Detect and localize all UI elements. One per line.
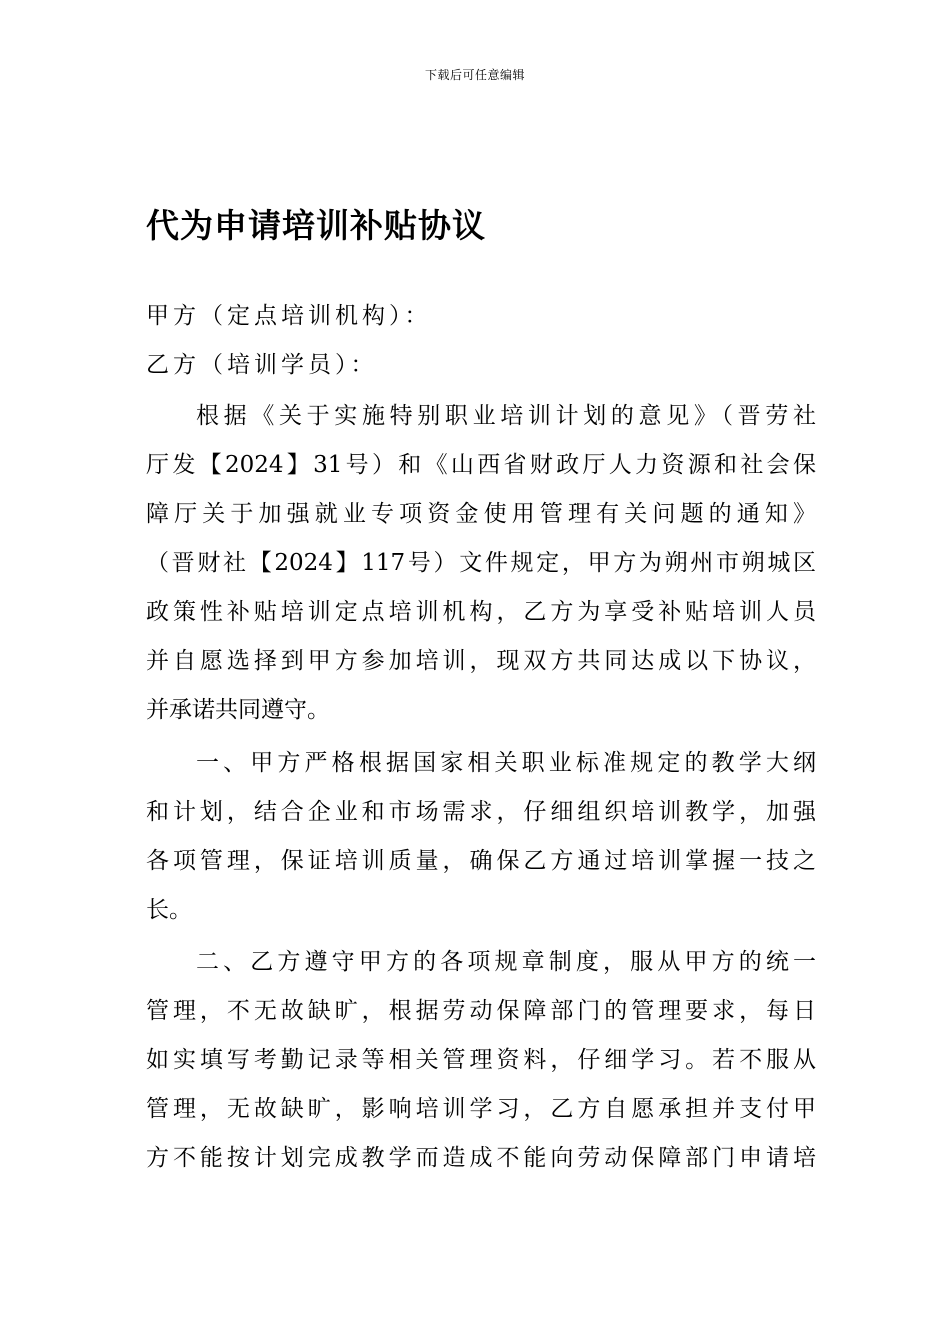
paragraph-line: 和计划，结合企业和市场需求，仔细组织培训教学，加强: [146, 799, 816, 825]
paragraph-line: 障厅关于加强就业专项资金使用管理有关问题的通知》: [146, 501, 816, 527]
paragraph-line: 长。: [146, 897, 192, 923]
document-title: 代为申请培训补贴协议: [146, 206, 486, 245]
paragraph-line: 一、甲方严格根据国家相关职业标准规定的教学大纲: [196, 750, 816, 776]
party-a-line: 甲方（定点培训机构）：: [146, 303, 432, 329]
paragraph-clause-2: [146, 938, 816, 1183]
paragraph-line: 根据《关于实施特别职业培训计划的意见》（晋劳社: [196, 403, 816, 429]
paragraph-line: （晋财社【2024】117号）文件规定，甲方为朔州市朔城区: [146, 550, 816, 576]
paragraph-line: 二、乙方遵守甲方的各项规章制度，服从甲方的统一: [196, 949, 816, 975]
paragraph-line: 并承诺共同遵守。: [146, 697, 330, 723]
paragraph-line: 并自愿选择到甲方参加培训，现双方共同达成以下协议，: [146, 648, 816, 674]
paragraph-clause-1: [146, 739, 816, 935]
party-b-line: 乙方（培训学员）：: [146, 352, 378, 378]
paragraph-line: 管理，无故缺旷，影响培训学习，乙方自愿承担并支付甲: [146, 1096, 816, 1122]
paragraph-line: 方不能按计划完成教学而造成不能向劳动保障部门申请培: [146, 1145, 816, 1171]
paragraph-line: 各项管理，保证培训质量，确保乙方通过培训掌握一技之: [146, 848, 816, 874]
paragraph-line: 政策性补贴培训定点培训机构，乙方为享受补贴培训人员: [146, 599, 816, 625]
paragraph-preamble: [146, 392, 816, 735]
paragraph-line: 管理，不无故缺旷，根据劳动保障部门的管理要求，每日: [146, 998, 816, 1024]
header-note: 下载后可任意编辑: [424, 68, 525, 82]
paragraph-line: 厅发【2024】31号）和《山西省财政厅人力资源和社会保: [146, 452, 816, 478]
paragraph-line: 如实填写考勤记录等相关管理资料，仔细学习。若不服从: [146, 1047, 816, 1073]
